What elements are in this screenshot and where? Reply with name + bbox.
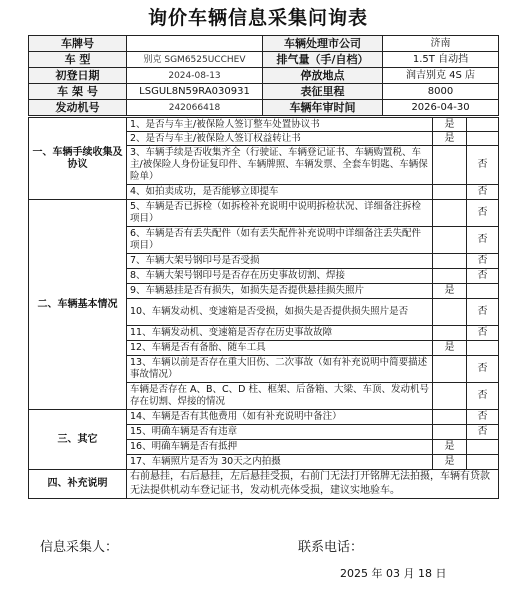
question-text: 9、车辆悬挂是否有损失，如损失是否提供悬挂损失照片	[127, 284, 433, 299]
info-label: 停放地点	[263, 68, 383, 84]
answer-yes-cell	[433, 356, 467, 383]
question-text: 17、车辆照片是否为 30天之内拍摄	[127, 455, 433, 470]
info-value: 2026-04-30	[383, 100, 499, 116]
section-label: 二、车辆基本情况	[29, 200, 127, 410]
vehicle-info-table	[28, 35, 499, 116]
answer-no-cell: 否	[467, 383, 499, 410]
answer-yes-cell: 是	[433, 284, 467, 299]
question-text: 15、明确车辆是否有违章	[127, 425, 433, 440]
info-label: 表征里程	[263, 84, 383, 100]
checklist-row	[29, 118, 499, 132]
answer-no-cell: 否	[467, 146, 499, 185]
supplement-text: 右前悬挂，右后悬挂，左后悬挂受损，右前门无法打开铭牌无法拍摄，车辆有贷款 无法提供机动车登记证书，发动机壳体受损，建议实地验车。	[127, 470, 499, 499]
answer-yes-cell	[433, 146, 467, 185]
info-value	[127, 36, 263, 52]
answer-no-cell: 否	[467, 356, 499, 383]
answer-no-cell: 否	[467, 425, 499, 440]
info-label: 排气量（手/自档）	[263, 52, 383, 68]
answer-yes-cell	[433, 254, 467, 269]
answer-yes-cell	[433, 326, 467, 341]
answer-yes-cell	[433, 269, 467, 284]
answer-yes-cell: 是	[433, 132, 467, 146]
answer-no-cell: 否	[467, 326, 499, 341]
info-row	[29, 68, 499, 84]
answer-yes-cell	[433, 383, 467, 410]
question-text: 11、车辆发动机、变速箱是否存在历史事故故障	[127, 326, 433, 341]
info-row	[29, 84, 499, 100]
supplement-row	[29, 470, 499, 499]
question-text: 14、车辆是否有其他费用（如有补充说明中备注）	[127, 410, 433, 425]
answer-yes-cell: 是	[433, 455, 467, 470]
info-value: 别克 SGM6525UCCHEV	[127, 52, 263, 68]
question-text: 7、车辆大架号钢印号是否受损	[127, 254, 433, 269]
question-text: 1、是否与车主/被保险人签订整车处置协议书	[127, 118, 433, 132]
section-label: 一、车辆手续收集及协议	[29, 118, 127, 200]
answer-yes-cell	[433, 200, 467, 227]
question-text: 5、车辆是否已拆检（如拆检补充说明中说明拆检状况、详细备注拆检项目）	[127, 200, 433, 227]
question-text: 13、车辆以前是否存在重大旧伤、二次事故（如有补充说明中简要描述事故情况）	[127, 356, 433, 383]
info-value: 2024-08-13	[127, 68, 263, 84]
info-value: 1.5T 自动挡	[383, 52, 499, 68]
question-text: 8、车辆大架号钢印号是否存在历史事故切割、焊接	[127, 269, 433, 284]
info-value: 济南	[383, 36, 499, 52]
answer-no-cell	[467, 455, 499, 470]
answer-no-cell: 否	[467, 254, 499, 269]
collector-label: 信息采集人：	[40, 540, 119, 555]
info-value: LSGUL8N59RA030931	[127, 84, 263, 100]
answer-yes-cell	[433, 425, 467, 440]
answer-no-cell: 否	[467, 200, 499, 227]
info-label: 车辆年审时间	[263, 100, 383, 116]
info-label: 初登日期	[29, 68, 127, 84]
question-text: 12、车辆是否有备胎、随车工具	[127, 341, 433, 356]
info-label: 车 架 号	[29, 84, 127, 100]
answer-yes-cell	[433, 299, 467, 326]
info-label: 车 型	[29, 52, 127, 68]
answer-no-cell	[467, 118, 499, 132]
supplement-label: 四、补充说明	[29, 470, 127, 499]
question-text: 16、明确车辆是否有抵押	[127, 440, 433, 455]
info-row	[29, 36, 499, 52]
answer-yes-cell: 是	[433, 440, 467, 455]
answer-yes-cell	[433, 185, 467, 200]
answer-no-cell	[467, 341, 499, 356]
phone-label: 联系电话：	[298, 540, 364, 555]
info-value: 8000	[383, 84, 499, 100]
answer-no-cell: 否	[467, 410, 499, 425]
info-label: 发动机号	[29, 100, 127, 116]
section-label: 三、其它	[29, 410, 127, 470]
answer-yes-cell: 是	[433, 341, 467, 356]
info-row	[29, 52, 499, 68]
info-value: 润吉别克 4S 店	[383, 68, 499, 84]
info-label: 车牌号	[29, 36, 127, 52]
answer-yes-cell	[433, 227, 467, 254]
info-value: 242066418	[127, 100, 263, 116]
info-row	[29, 100, 499, 116]
checklist-row	[29, 410, 499, 425]
question-text: 6、车辆是否有丢失配件（如有丢失配件补充说明中详细备注丢失配件项目）	[127, 227, 433, 254]
answer-no-cell	[467, 132, 499, 146]
answer-yes-cell	[433, 410, 467, 425]
answer-no-cell: 否	[467, 227, 499, 254]
answer-no-cell: 否	[467, 299, 499, 326]
form-title: 询价车辆信息采集问询表	[147, 7, 368, 29]
question-text: 车辆是否存在 A、B、C、D 柱、框架、后备箱、大梁、车顶、发动机号存在切割、焊接的情况	[127, 383, 433, 410]
answer-no-cell: 否	[467, 185, 499, 200]
answer-no-cell	[467, 284, 499, 299]
form-date: 2025 年 03 月 18 日	[340, 567, 447, 580]
question-text: 3、车辆手续是否收集齐全（行驶证、车辆登记证书、车辆购置税、车主/被保险人身份证复印件、车辆牌照、车辆发票、全套车钥匙、车辆保险单）	[127, 146, 433, 185]
answer-no-cell	[467, 440, 499, 455]
question-text: 2、是否与车主/被保险人签订权益转让书	[127, 132, 433, 146]
inspection-checklist-table	[28, 117, 499, 499]
answer-no-cell: 否	[467, 269, 499, 284]
info-label: 车辆处理市公司	[263, 36, 383, 52]
question-text: 4、如拍卖成功，是否能够立即提车	[127, 185, 433, 200]
answer-yes-cell: 是	[433, 118, 467, 132]
checklist-row	[29, 200, 499, 227]
question-text: 10、车辆发动机、变速箱是否受损，如损失是否提供损失照片是否	[127, 299, 433, 326]
